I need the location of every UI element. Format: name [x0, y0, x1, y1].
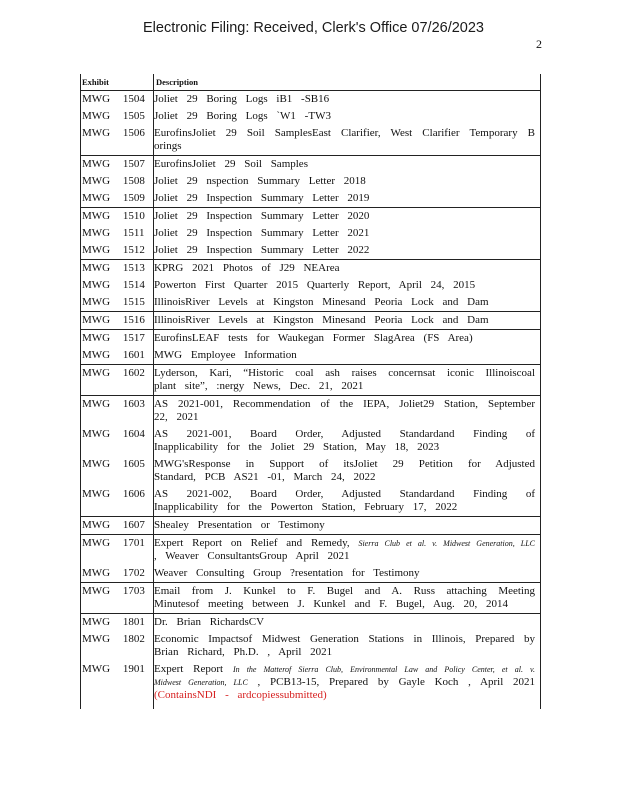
exhibit-group: [80, 330, 541, 365]
exhibit-description: Lyderson, Kari, “Historic coal ash raises concernsat iconic Illinoiscoal plant site”, :nergy News, Dec. 21, 2021: [154, 367, 535, 392]
table-row: [80, 486, 541, 516]
exhibit-number: MWG 1505: [82, 110, 145, 122]
case-caption: Sierra Club et al. v. Midwest Generation, LLC: [358, 539, 536, 548]
exhibit-group: [80, 312, 541, 330]
case-caption: In the Matterof Sierra Club, Environmental Law and Policy Center, et al. v. Midwest Generation, LLC: [154, 665, 536, 687]
exhibit-number: MWG 1510: [82, 210, 145, 222]
exhibit-group: [80, 260, 541, 312]
description-text: Expert Report on Relief and Remedy,: [154, 537, 350, 549]
table-row: [80, 347, 541, 364]
exhibit-description: [154, 661, 541, 704]
exhibit-number: MWG 1702: [82, 567, 145, 579]
exhibit-number: MWG 1516: [82, 314, 145, 326]
table-row: [80, 156, 541, 173]
exhibit-number: MWG 1603: [82, 398, 145, 410]
table-row: [80, 535, 541, 565]
exhibit-number: MWG 1801: [82, 616, 145, 628]
table-row: [80, 225, 541, 242]
exhibit-description: Dr. Brian RichardsCV: [154, 616, 265, 628]
exhibit-group: [80, 156, 541, 208]
exhibit-number: MWG 1514: [82, 279, 145, 291]
exhibit-description: EurofinsJoliet 29 Soil Samples: [154, 158, 308, 170]
page-number: 2: [536, 37, 542, 51]
exhibit-description: Joliet 29 Inspection Summary Letter 2022: [154, 244, 370, 256]
table-row: [80, 108, 541, 125]
table-row: [80, 396, 541, 426]
table-row: [80, 208, 541, 225]
exhibit-group: [80, 535, 541, 583]
table-row: [80, 242, 541, 259]
exhibit-number: MWG 1508: [82, 175, 145, 187]
exhibit-description: Joliet 29 Inspection Summary Letter 2020: [154, 210, 370, 222]
table-row: [80, 294, 541, 311]
table-row: [80, 125, 541, 155]
exhibit-number: MWG 1701: [82, 537, 145, 549]
exhibit-number: MWG 1504: [82, 93, 145, 105]
exhibit-description: Joliet 29 Boring Logs iB1 -SB16: [154, 93, 330, 105]
exhibit-number: MWG 1513: [82, 262, 145, 274]
exhibit-column-header: Exhibit: [82, 77, 109, 87]
table-row: [80, 583, 541, 613]
exhibit-description: EurofinsJoliet 29 Soil SamplesEast Clarifier, West Clarifier Temporary B orings: [154, 127, 535, 152]
exhibit-description: Joliet 29 Inspection Summary Letter 2019: [154, 192, 370, 204]
exhibit-number: MWG 1507: [82, 158, 145, 170]
exhibit-group: [80, 91, 541, 156]
exhibit-description: IllinoisRiver Levels at Kingston Minesand Peoria Lock and Dam: [154, 314, 489, 326]
exhibit-description: AS 2021-001, Recommendation of the IEPA, Joliet29 Station, September 22, 2021: [154, 398, 535, 423]
description-text: , PCB13-15, Prepared by Gayle Koch , April 2021: [257, 676, 536, 688]
description-text: Expert Report: [154, 663, 224, 675]
exhibit-description: KPRG 2021 Photos of J29 NEArea: [154, 262, 340, 274]
exhibit-number: MWG 1703: [82, 585, 145, 597]
exhibit-number: MWG 1602: [82, 367, 145, 379]
exhibit-number: MWG 1605: [82, 458, 145, 470]
exhibit-number: MWG 1509: [82, 192, 145, 204]
description-text: , Weaver ConsultantsGroup April 2021: [154, 550, 350, 562]
exhibit-description: EurofinsLEAF tests for Waukegan Former SlagArea (FS Area): [154, 332, 473, 344]
exhibit-description: Joliet 29 Boring Logs `W1 -TW3: [154, 110, 331, 122]
table-row: [80, 614, 541, 631]
table-row: [80, 190, 541, 207]
table-row: [80, 365, 541, 395]
exhibit-group: [80, 583, 541, 614]
description-column-header: Description: [156, 77, 199, 87]
table-row: [80, 456, 541, 486]
table-row: [80, 312, 541, 329]
exhibit-number: MWG 1901: [82, 663, 145, 675]
table-row: [80, 91, 541, 108]
exhibit-group: [80, 396, 541, 517]
exhibit-description: Economic Impactsof Midwest Generation Stations in Illinois, Prepared by Brian Richard, Ph.D. , April 2021: [154, 633, 535, 658]
exhibit-number: MWG 1802: [82, 633, 145, 645]
exhibit-group: [80, 208, 541, 260]
table-row: [80, 330, 541, 347]
exhibit-description: Shealey Presentation or Testimony: [154, 519, 325, 531]
table-row: [80, 517, 541, 534]
exhibit-number: MWG 1506: [82, 127, 145, 139]
exhibit-number: MWG 1604: [82, 428, 145, 440]
exhibit-number: MWG 1512: [82, 244, 145, 256]
table-header-row: [80, 74, 541, 91]
table-row: [80, 173, 541, 190]
exhibit-number: MWG 1517: [82, 332, 145, 344]
exhibit-description: [154, 535, 541, 565]
exhibit-description: Powerton First Quarter 2015 Quarterly Report, April 24, 2015: [154, 279, 476, 291]
exhibit-description: Weaver Consulting Group ?resentation for Testimony: [154, 567, 420, 579]
exhibit-description: AS 2021-002, Board Order, Adjusted Standardand Finding of Inapplicability for the Powerton Station, February 17, 2022: [154, 488, 535, 513]
exhibit-description: Joliet 29 nspection Summary Letter 2018: [154, 175, 366, 187]
table-row: [80, 661, 541, 704]
exhibit-group: [80, 517, 541, 535]
exhibit-description: MWG'sResponse in Support of itsJoliet 29 Petition for Adjusted Standard, PCB AS21 -01, March 24, 2022: [154, 458, 535, 483]
table-row: [80, 277, 541, 294]
exhibit-description: Email from J. Kunkel to F. Bugel and A. Russ attaching Meeting Minutesof meeting between J. Kunkel and F. Bugel, Aug. 20, 2014: [154, 585, 535, 610]
exhibit-number: MWG 1606: [82, 488, 145, 500]
exhibit-description: Joliet 29 Inspection Summary Letter 2021: [154, 227, 370, 239]
exhibit-number: MWG 1511: [82, 227, 145, 239]
exhibit-description: AS 2021-001, Board Order, Adjusted Standardand Finding of Inapplicability for the Joliet 29 Station, May 18, 2023: [154, 428, 535, 453]
table-row: [80, 426, 541, 456]
exhibit-description: IllinoisRiver Levels at Kingston Minesand Peoria Lock and Dam: [154, 296, 489, 308]
exhibit-number: MWG 1601: [82, 349, 145, 361]
exhibit-group: [80, 614, 541, 704]
exhibit-group: [80, 365, 541, 396]
table-row: [80, 565, 541, 582]
table-row: [80, 631, 541, 661]
filing-stamp-header: Electronic Filing: Received, Clerk's Office 07/26/2023: [143, 20, 484, 36]
exhibit-description: MWG Employee Information: [154, 349, 297, 361]
confidentiality-note: (ContainsNDI - ardcopiessubmitted): [154, 689, 327, 701]
exhibit-number: MWG 1607: [82, 519, 145, 531]
exhibit-number: MWG 1515: [82, 296, 145, 308]
table-row: [80, 260, 541, 277]
exhibit-table: [80, 74, 541, 704]
